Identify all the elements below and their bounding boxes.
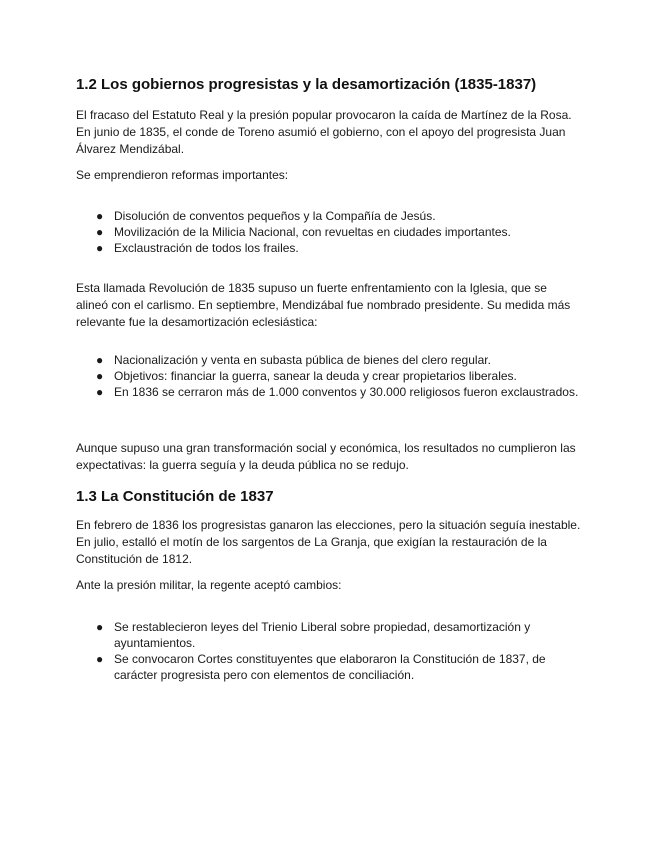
paragraph: Aunque supuso una gran transformación social y económica, los resultados no cumplieron las expectativas: la guerra seguía y la deuda pública no se redujo. — [76, 441, 576, 472]
bullet-icon: ● — [96, 209, 104, 223]
list-item: ● Nacionalización y venta en subasta pública de bienes del clero regular. — [96, 353, 491, 367]
list-item: ● Disolución de conventos pequeños y la Compañía de Jesús. — [96, 209, 436, 223]
list-item: ● Movilización de la Milicia Nacional, con revueltas en ciudades importantes. — [96, 225, 511, 239]
list-item: ● Objetivos: financiar la guerra, sanear la deuda y crear propietarios liberales. — [96, 369, 517, 383]
bullet-list — [76, 208, 581, 256]
bullet-icon: ● — [96, 353, 104, 367]
bullet-list — [76, 352, 581, 400]
list-item: ● En 1836 se cerraron más de 1.000 conventos y 30.000 religiosos fueron exclaustrados. — [96, 385, 579, 399]
paragraph: Ante la presión militar, la regente aceptó cambios: — [76, 578, 342, 592]
bullet-list — [76, 619, 581, 683]
bullet-icon: ● — [96, 652, 104, 666]
bullet-icon: ● — [96, 369, 104, 383]
bullet-icon: ● — [96, 385, 104, 399]
list-item: ● Exclaustración de todos los frailes. — [96, 241, 299, 255]
list-item: ● Se convocaron Cortes constituyentes que elaboraron la Constitución de 1837, de carácter progresista pero con elementos de conciliación. — [96, 652, 546, 682]
paragraph: Se emprendieron reformas importantes: — [76, 168, 289, 182]
paragraph: En febrero de 1836 los progresistas ganaron las elecciones, pero la situación seguía inestable. En julio, estalló el motín de los sargentos de La Granja, que exigían la restauración de la Constitución de 1812. — [76, 518, 581, 566]
list-item: ● Se restablecieron leyes del Trienio Liberal sobre propiedad, desamortización y ayuntamientos. — [96, 620, 531, 650]
paragraph: Esta llamada Revolución de 1835 supuso un fuerte enfrentamiento con la Iglesia, que se alineó con el carlismo. En septiembre, Mendizábal fue nombrado presidente. Su medida más relevante fue la desamortización eclesiástica: — [76, 281, 571, 329]
bullet-icon: ● — [96, 241, 104, 255]
bullet-icon: ● — [96, 225, 104, 239]
paragraph: El fracaso del Estatuto Real y la presión popular provocaron la caída de Martínez de la Rosa. En junio de 1835, el conde de Toreno asumió el gobierno, con el apoyo del progresista Juan Álvarez Mendizábal. — [76, 108, 572, 156]
section-heading-1-3: 1.3 La Constitución de 1837 — [76, 488, 274, 505]
bullet-icon: ● — [96, 620, 104, 634]
section-heading-1-2: 1.2 Los gobiernos progresistas y la desamortización (1835-1837) — [76, 76, 537, 93]
